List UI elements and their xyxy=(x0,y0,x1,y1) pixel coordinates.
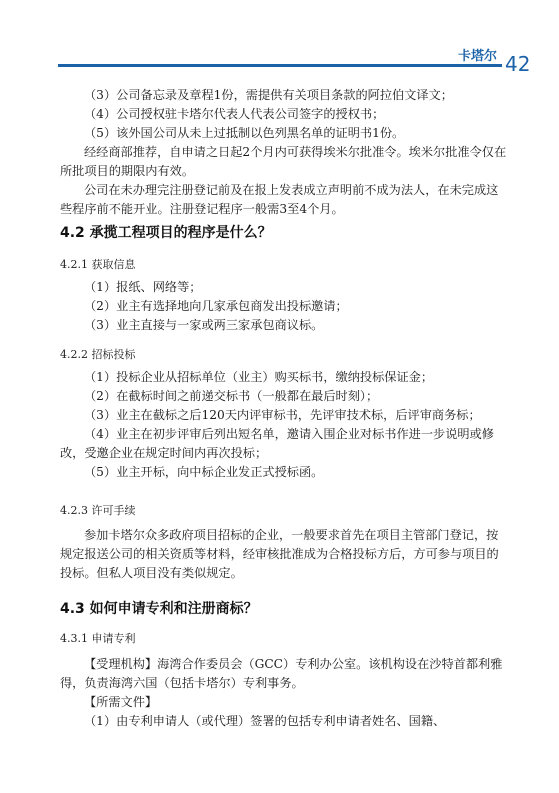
header-rule xyxy=(58,64,502,67)
paragraph-4-2-3 xyxy=(60,526,508,583)
paragraph: 公司在未办理完注册登记前及在报上发表成立声明前不成为法人，在未完成这些程序前不能开业。注册登记程序一般需3至4个月。 xyxy=(60,183,499,216)
section-heading-4-2: 4.2 承揽工程项目的程序是什么？ xyxy=(60,225,272,241)
list-item: （4）公司授权驻卡塔尔代表人代表公司签字的授权书； xyxy=(84,107,385,121)
header-country-label: 卡塔尔 xyxy=(458,49,498,64)
paragraph: 经经商部推荐，自申请之日起2个月内可获得埃米尔批准令。埃米尔批准令仅在所批项目的期限内有效。 xyxy=(60,145,507,178)
list-item: （3）业主直接与一家或两三家承包商议标。 xyxy=(84,318,324,332)
list-item: （2）业主有选择地向几家承包商发出投标邀请； xyxy=(84,299,348,313)
list-4-2-1 xyxy=(60,278,508,335)
list-item: （5）该外国公司从未上过抵制以色列黑名单的证明书1份。 xyxy=(84,126,405,140)
list-item: （2）在截标时间之前递交标书（一般都在最后时刻）； xyxy=(84,389,379,403)
docs-label: 【所需文件】 xyxy=(84,695,158,709)
list-item: （3）公司备忘录及章程1份，需提供有关项目条款的阿拉伯文译文； xyxy=(84,88,453,102)
list-item: （1）报纸、网络等； xyxy=(84,280,202,294)
list-item: （1）由专利申请人（或代理）签署的包括专利申请者姓名、国籍、 xyxy=(84,714,446,728)
top-continuation xyxy=(60,86,508,219)
subsection-heading-4-2-1: 4.2.1 获取信息 xyxy=(60,258,136,271)
subsection-heading-4-2-3: 4.2.3 许可手续 xyxy=(60,504,136,517)
page-number: 42 xyxy=(505,52,531,76)
list-item: （5）业主开标，向中标企业发正式授标函。 xyxy=(84,465,324,479)
paragraph-4-3-1 xyxy=(60,655,508,731)
paragraph: 【受理机构】海湾合作委员会（GCC）专利办公室。该机构设在沙特首都利雅得，负责海湾六国（包括卡塔尔）专利事务。 xyxy=(60,657,503,690)
paragraph: 参加卡塔尔众多政府项目招标的企业，一般要求首先在项目主管部门登记，按规定报送公司的相关资质等材料，经审核批准成为合格投标方后，方可参与项目的投标。但私人项目没有类似规定。 xyxy=(60,528,499,580)
list-item: （4）业主在初步评审后列出短名单，邀请入围企业对标书作进一步说明或修改，受邀企业在规定时间内再次投标； xyxy=(60,427,494,460)
subsection-heading-4-3-1: 4.3.1 申请专利 xyxy=(60,632,136,645)
section-heading-4-3: 4.3 如何申请专利和注册商标？ xyxy=(60,601,258,617)
list-item: （3）业主在截标之后120天内评审标书，先评审技术标，后评审商务标； xyxy=(84,408,481,422)
list-item: （1）投标企业从招标单位（业主）购买标书，缴纳投标保证金； xyxy=(84,370,434,384)
list-4-2-2 xyxy=(60,368,508,482)
subsection-heading-4-2-2: 4.2.2 招标投标 xyxy=(60,348,136,361)
